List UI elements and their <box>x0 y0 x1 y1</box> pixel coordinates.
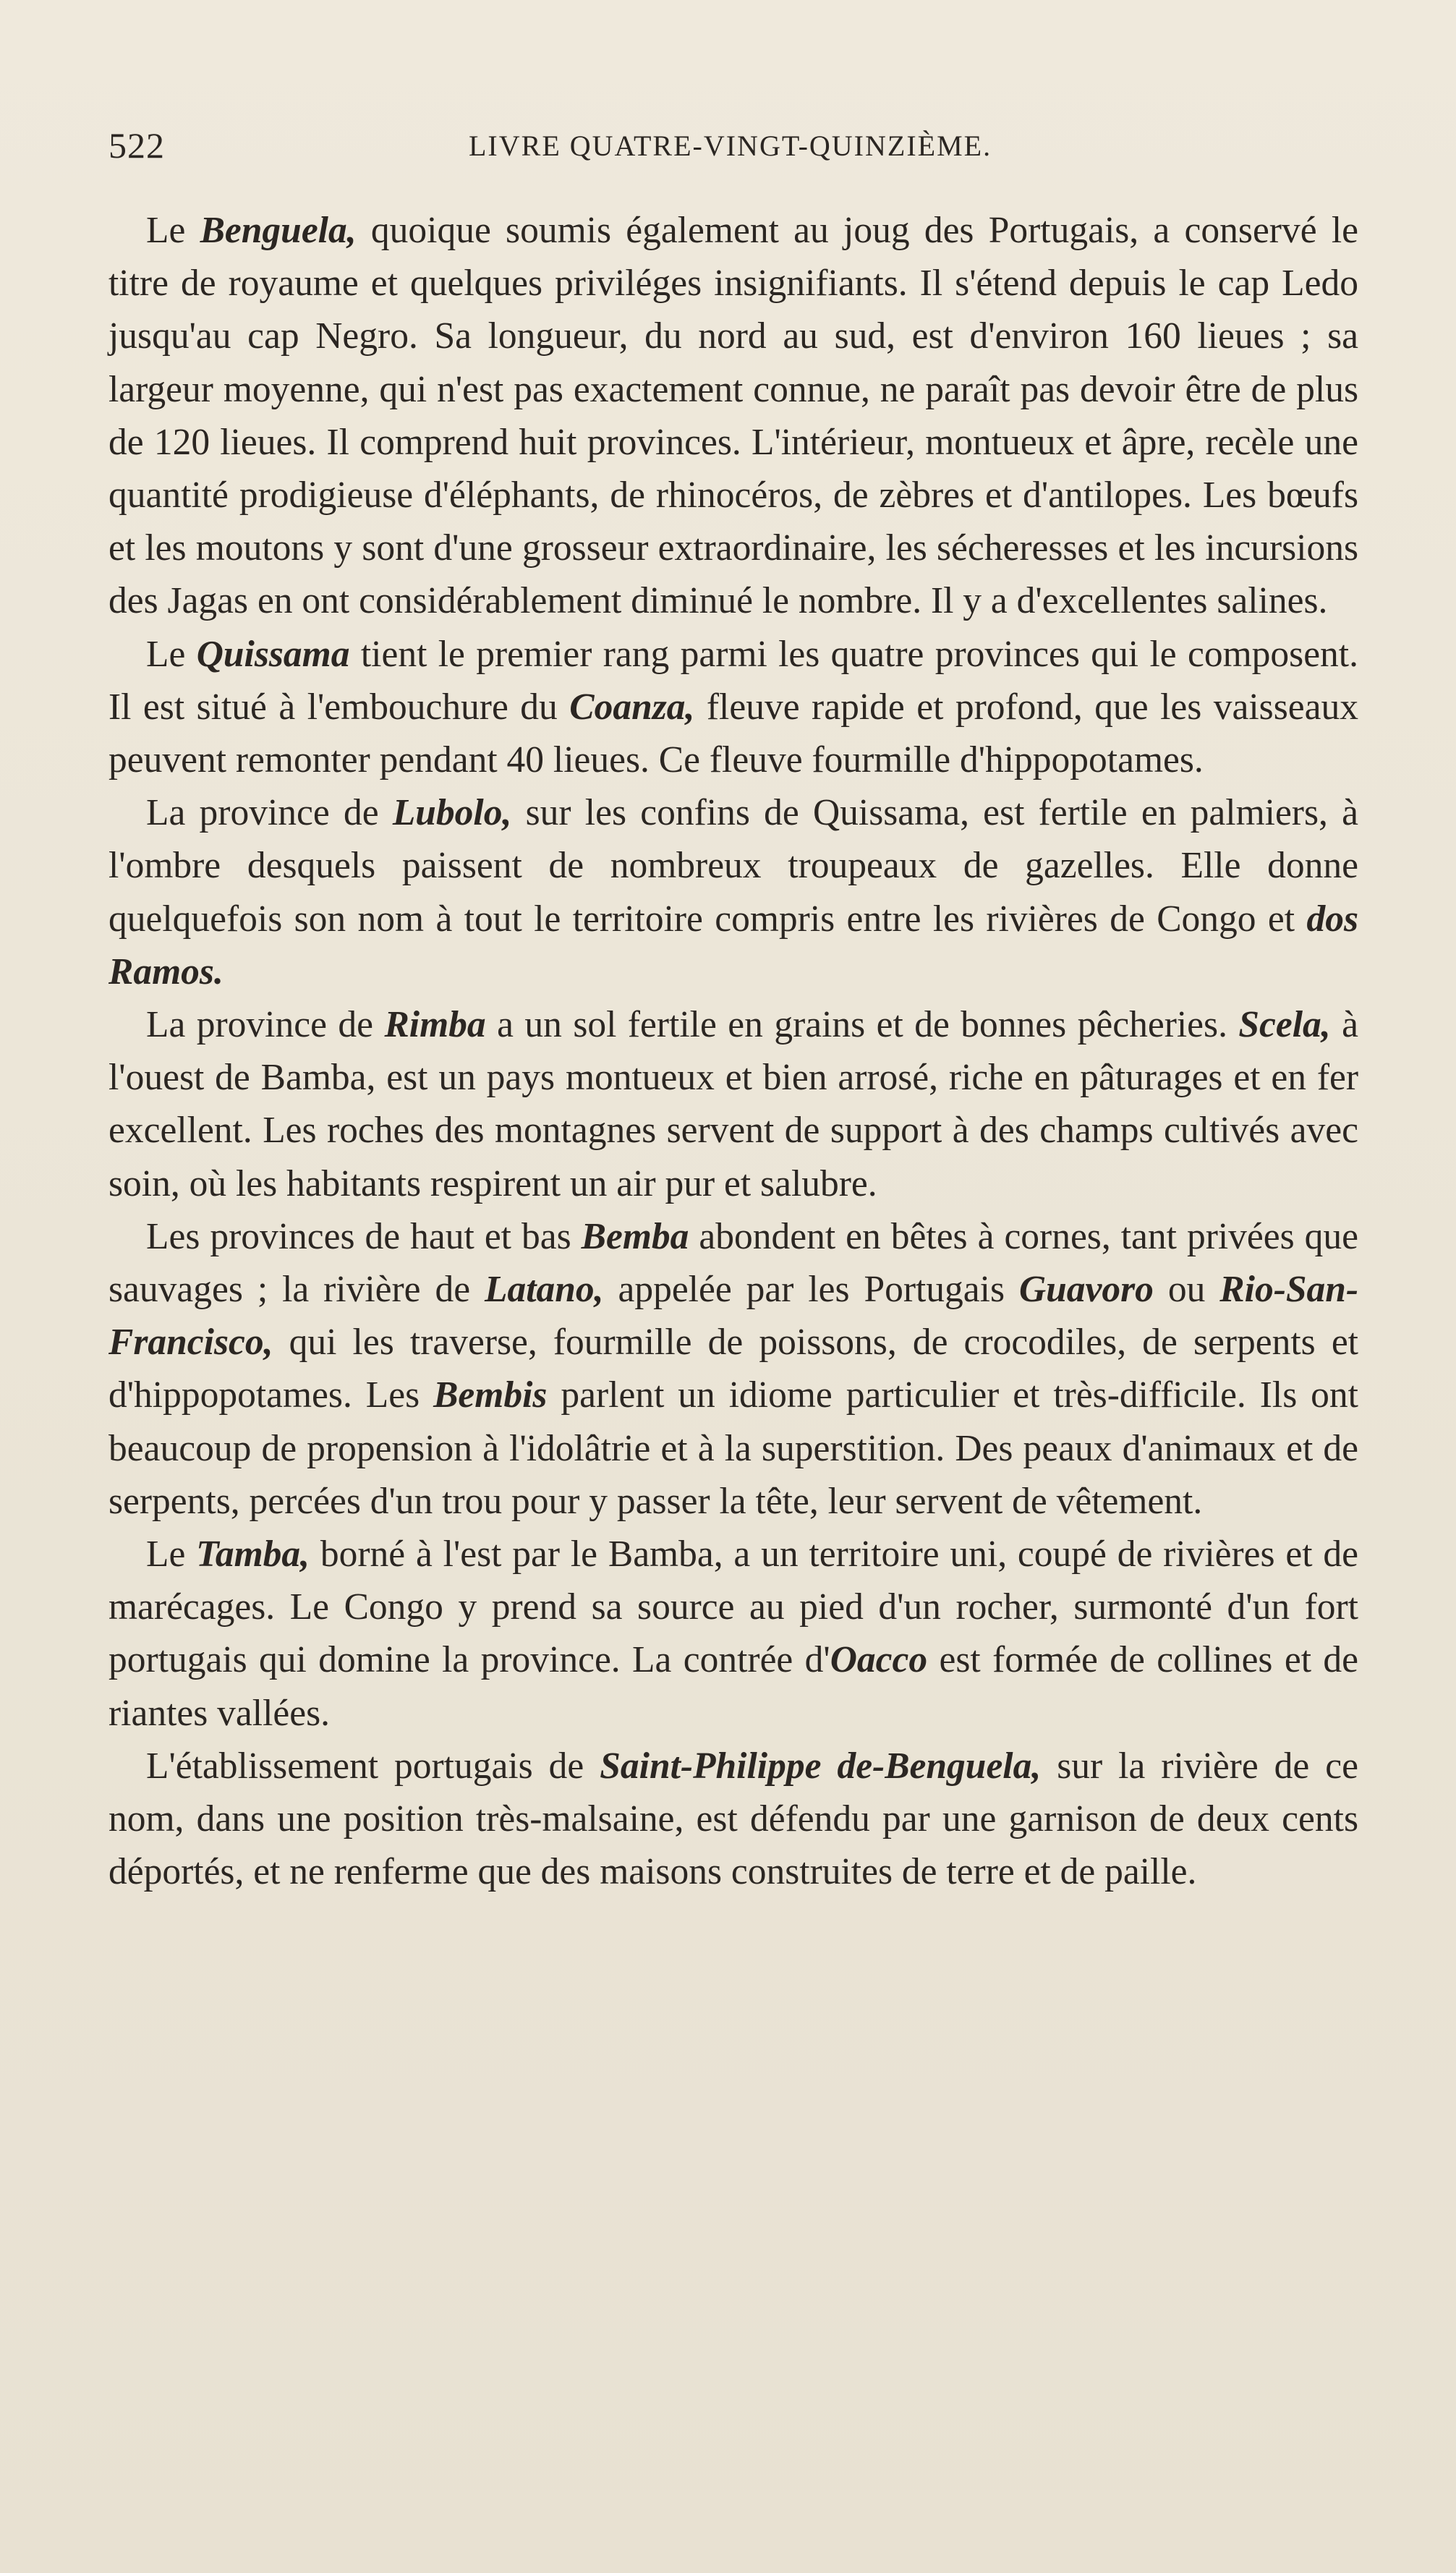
text-run: sur la rivière de ce nom, dans une position très-malsaine, est défendu par une garnison de deux cents déportés, et ne renferme que des maisons construites de terre et de paille. <box>108 1745 1358 1893</box>
italic-term: Bemba <box>581 1215 689 1257</box>
italic-term: Rimba <box>384 1004 486 1046</box>
text-run: Le <box>146 210 200 251</box>
italic-term: Saint-Philippe de-Benguela, <box>600 1745 1042 1787</box>
page-header <box>108 124 1367 182</box>
body-text <box>108 204 1358 1899</box>
italic-term: Latano, <box>485 1269 604 1311</box>
italic-term: Lubolo, <box>392 792 512 834</box>
text-run: L'établissement portugais de <box>146 1745 600 1787</box>
running-head: LIVRE QUATRE-VINGT-QUINZIÈME. <box>469 129 992 162</box>
text-run: sur les confins de Quissama, est fertile en palmiers, à l'ombre desquels paissent de nombreux troupeaux de gazelles. Elle donne quelquefois son nom à tout le territoire compris entre les rivières de Congo et <box>108 792 1358 940</box>
italic-term: Benguela, <box>200 210 357 251</box>
text-run: a un sol fertile en grains et de bonnes pêcheries. <box>485 1004 1239 1046</box>
italic-term: Quissama <box>196 633 350 675</box>
italic-term: Coanza, <box>569 686 695 728</box>
paragraph-tamba <box>108 1528 1358 1740</box>
italic-term: Guavoro <box>1018 1269 1154 1311</box>
text-run: parlent un idiome particulier et très-difficile. Ils ont beaucoup de propension à l'idolâtrie et à la superstition. Des peaux d'animaux et de serpents, percées d'un trou pour y passer la tête, leur servent de vêtement. <box>108 1374 1358 1522</box>
paragraph-benguela <box>108 204 1358 628</box>
italic-term: Bembis <box>433 1374 548 1416</box>
italic-term: dos Ramos. <box>108 898 1358 992</box>
text-run: Le <box>146 1534 197 1575</box>
paragraph-rimba <box>108 998 1358 1210</box>
text-run: fleuve rapide et profond, que les vaisseaux peuvent remonter pendant 40 lieues. Ce fleuve fourmille d'hippopotames. <box>108 686 1358 781</box>
italic-term: Oacco <box>830 1639 928 1681</box>
text-run: Le <box>146 633 197 675</box>
text-run: appelée par les Portugais <box>603 1269 1019 1311</box>
page-number: 522 <box>108 125 165 166</box>
text-run: tient le premier rang parmi les quatre provinces qui le composent. Il est situé à l'embouchure du <box>108 633 1358 728</box>
paragraph-saint-philippe <box>108 1740 1358 1899</box>
text-run: Les provinces de haut et bas <box>146 1215 582 1257</box>
text-run: est formée de collines et de riantes vallées. <box>108 1639 1358 1734</box>
text-run: quoique soumis également au joug des Portugais, a conservé le titre de royaume et quelques priviléges insignifiants. Il s'étend depuis le cap Ledo jusqu'au cap Negro. Sa longueur, du nord au sud, est d'environ 160 lieues ; sa largeur moyenne, qui n'est pas exactement connue, ne paraît pas devoir être de plus de 120 lieues. Il comprend huit provinces. L'intérieur, montueux et âpre, recèle une quantité prodigieuse d'éléphants, de rhinocéros, de zèbres et d'antilopes. Les bœufs et les moutons y sont d'une grosseur extraordinaire, les sécheresses et les incursions des Jagas en ont considérablement diminué le nombre. Il y a d'excellentes salines. <box>108 210 1358 622</box>
italic-term: Tamba, <box>196 1534 310 1575</box>
text-run: qui les traverse, fourmille de poissons, de crocodiles, de serpents et d'hippopotames. Les <box>108 1322 1358 1416</box>
text-run: La province de <box>146 1004 385 1046</box>
text-run: abondent en bêtes à cornes, tant privées que sauvages ; la rivière de <box>108 1215 1359 1311</box>
text-run: à l'ouest de Bamba, est un pays montueux et bien arrosé, riche en pâturages et en fer excellent. Les roches des montagnes servent de support à des champs cultivés avec soin, où les habitants respirent un air pur et salubre. <box>108 1004 1358 1204</box>
paragraph-lubolo <box>108 786 1358 998</box>
paragraph-quissama <box>108 628 1358 787</box>
text-run: borné à l'est par le Bamba, a un territoire uni, coupé de rivières et de marécages. Le Congo y prend sa source au pied d'un rocher, surmonté d'un fort portugais qui domine la province. La contrée d' <box>108 1534 1358 1681</box>
italic-term: Scela, <box>1238 1004 1331 1046</box>
text-run: La province de <box>146 792 393 834</box>
paragraph-bemba <box>108 1210 1358 1528</box>
italic-term: Rio-San-Francisco, <box>108 1269 1359 1364</box>
text-run: ou <box>1153 1269 1220 1311</box>
